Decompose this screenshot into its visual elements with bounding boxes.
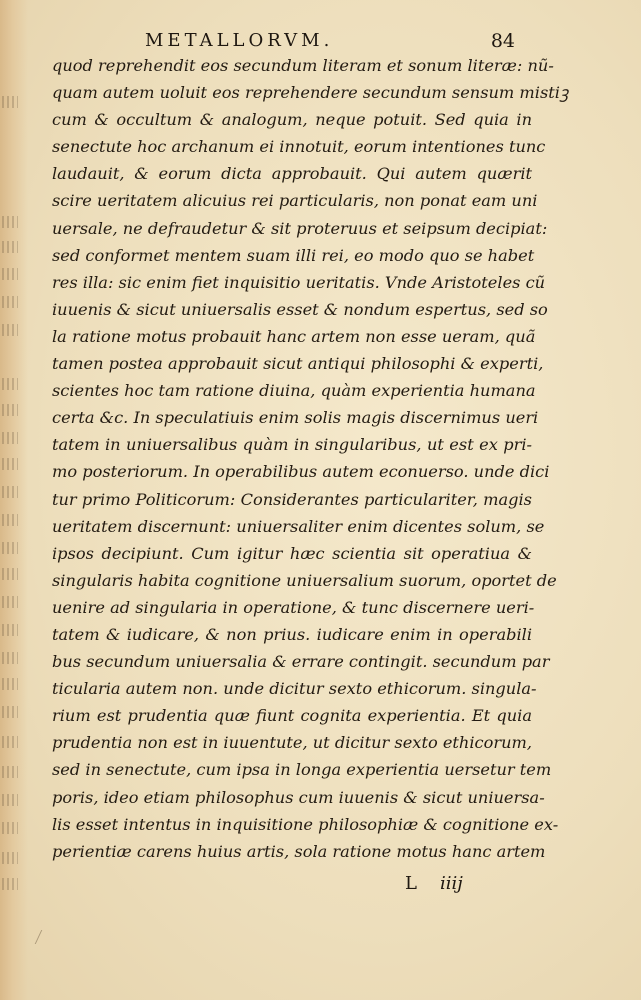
running-title: METALLORVM.: [145, 30, 334, 51]
bleed-fragment: [2, 766, 18, 778]
text-line: quod reprehendit eos secundum literam et sonum literæ: nũ-: [52, 56, 554, 75]
text-line: laudauit, & eorum dicta approbauit. Qui autem quærit: [52, 164, 532, 184]
bleed-fragment: [2, 296, 18, 308]
bleed-fragment: [2, 458, 18, 470]
text-line: ticularia autem non. unde dicitur sexto ethicorum. singula-: [52, 679, 537, 699]
bleed-fragment: [2, 652, 18, 664]
bleed-fragment: [2, 514, 18, 526]
text-line: prudentia non est in iuuentute, ut dicitur sexto ethicorum,: [52, 733, 532, 753]
text-line: quam autem uoluit eos reprehendere secundum sensum mistiꝫ: [52, 83, 569, 103]
bleed-fragment: [2, 268, 18, 280]
text-line: lis esset intentus in inquisitione philosophiæ & cognitione ex-: [52, 814, 559, 834]
bleed-fragment: [2, 324, 18, 336]
bleed-fragment: [2, 241, 18, 253]
text-line: singularis habita cognitione uniuersalium suorum, oportet de: [52, 570, 557, 590]
text-line: mo posteriorum. In operabilibus autem econuerso. unde dici: [52, 462, 550, 482]
text-line: perientiæ carens huius artis, sola ratione motus hanc artem: [52, 841, 546, 861]
text-line: scire ueritatem alicuius rei particularis, non ponat eam uni: [52, 191, 538, 211]
text-line: poris, ideo etiam philosophus cum iuuenis & sicut uniuersa-: [52, 787, 545, 807]
bleed-fragment: [2, 794, 18, 806]
text-line: scientes hoc tam ratione diuina, quàm experientia humana: [52, 381, 536, 401]
text-line: cum & occultum & analogum, neque potuit. Sed quia in: [52, 110, 532, 130]
bleed-fragment: [2, 678, 18, 690]
text-line: sed in senectute, cum ipsa in longa experientia uersetur tem: [52, 760, 552, 780]
text-line: certa &c. In speculatiuis enim solis magis discernimus ueri: [52, 408, 539, 428]
body-text: [52, 52, 569, 865]
text-line: tur primo Politicorum: Considerantes particulariter, magis: [52, 489, 532, 509]
signature-number: iiij: [440, 873, 463, 894]
bleed-fragment: [2, 542, 18, 554]
bleed-fragment: [2, 568, 18, 580]
text-line: tatem & iudicare, & non prius. iudicare enim in operabili: [52, 624, 532, 644]
text-line: tamen postea approbauit sicut antiqui philosophi & experti,: [52, 354, 544, 374]
text-line: uersale, ne defraudetur & sit proteruus et seipsum decipiat:: [52, 218, 548, 238]
text-line: rium est prudentia quæ fiunt cognita experientia. Et quia: [52, 706, 532, 726]
bleed-fragment: [2, 878, 18, 890]
text-line: tatem in uniuersalibus quàm in singularibus, ut est ex pri-: [52, 435, 532, 455]
ink-mark: [35, 930, 53, 944]
bleed-fragment: [2, 486, 18, 498]
bleed-fragment: [2, 822, 18, 834]
bleed-fragment: [2, 216, 18, 228]
text-line: iuuenis & sicut uniuersalis esset & nondum espertus, sed so: [52, 299, 548, 319]
bleed-fragment: [2, 596, 18, 608]
bleed-fragment: [2, 624, 18, 636]
text-line: senectute hoc archanum ei innotuit, eorum intentiones tunc: [52, 137, 546, 157]
gutter-shadow: [0, 0, 28, 1000]
bleed-fragment: [2, 736, 18, 748]
text-line: ipsos decipiunt. Cum igitur hæc scientia sit operatiua &: [52, 543, 532, 563]
text-line: la ratione motus probauit hanc artem non esse ueram, quã: [52, 326, 536, 346]
text-line: ueritatem discernunt: uniuersaliter enim dicentes solum, se: [52, 516, 545, 536]
text-line: uenire ad singularia in operatione, & tunc discernere ueri-: [52, 597, 535, 617]
bleed-fragment: [2, 432, 18, 444]
bleed-fragment: [2, 378, 18, 390]
text-line: sed conformet mentem suam illi rei, eo modo quo se habet: [52, 245, 535, 265]
bleed-fragment: [2, 96, 18, 108]
bleed-fragment: [2, 404, 18, 416]
page-number: 84: [490, 30, 515, 52]
text-line: bus secundum uniuersalia & errare contingit. secundum par: [52, 652, 550, 672]
signature-letter: L: [405, 873, 417, 894]
bleed-fragment: [2, 706, 18, 718]
bleed-fragment: [2, 852, 18, 864]
text-line: res illa: sic enim fiet inquisitio ueritatis. Vnde Aristoteles cũ: [52, 272, 546, 292]
signature-mark: [405, 873, 485, 899]
